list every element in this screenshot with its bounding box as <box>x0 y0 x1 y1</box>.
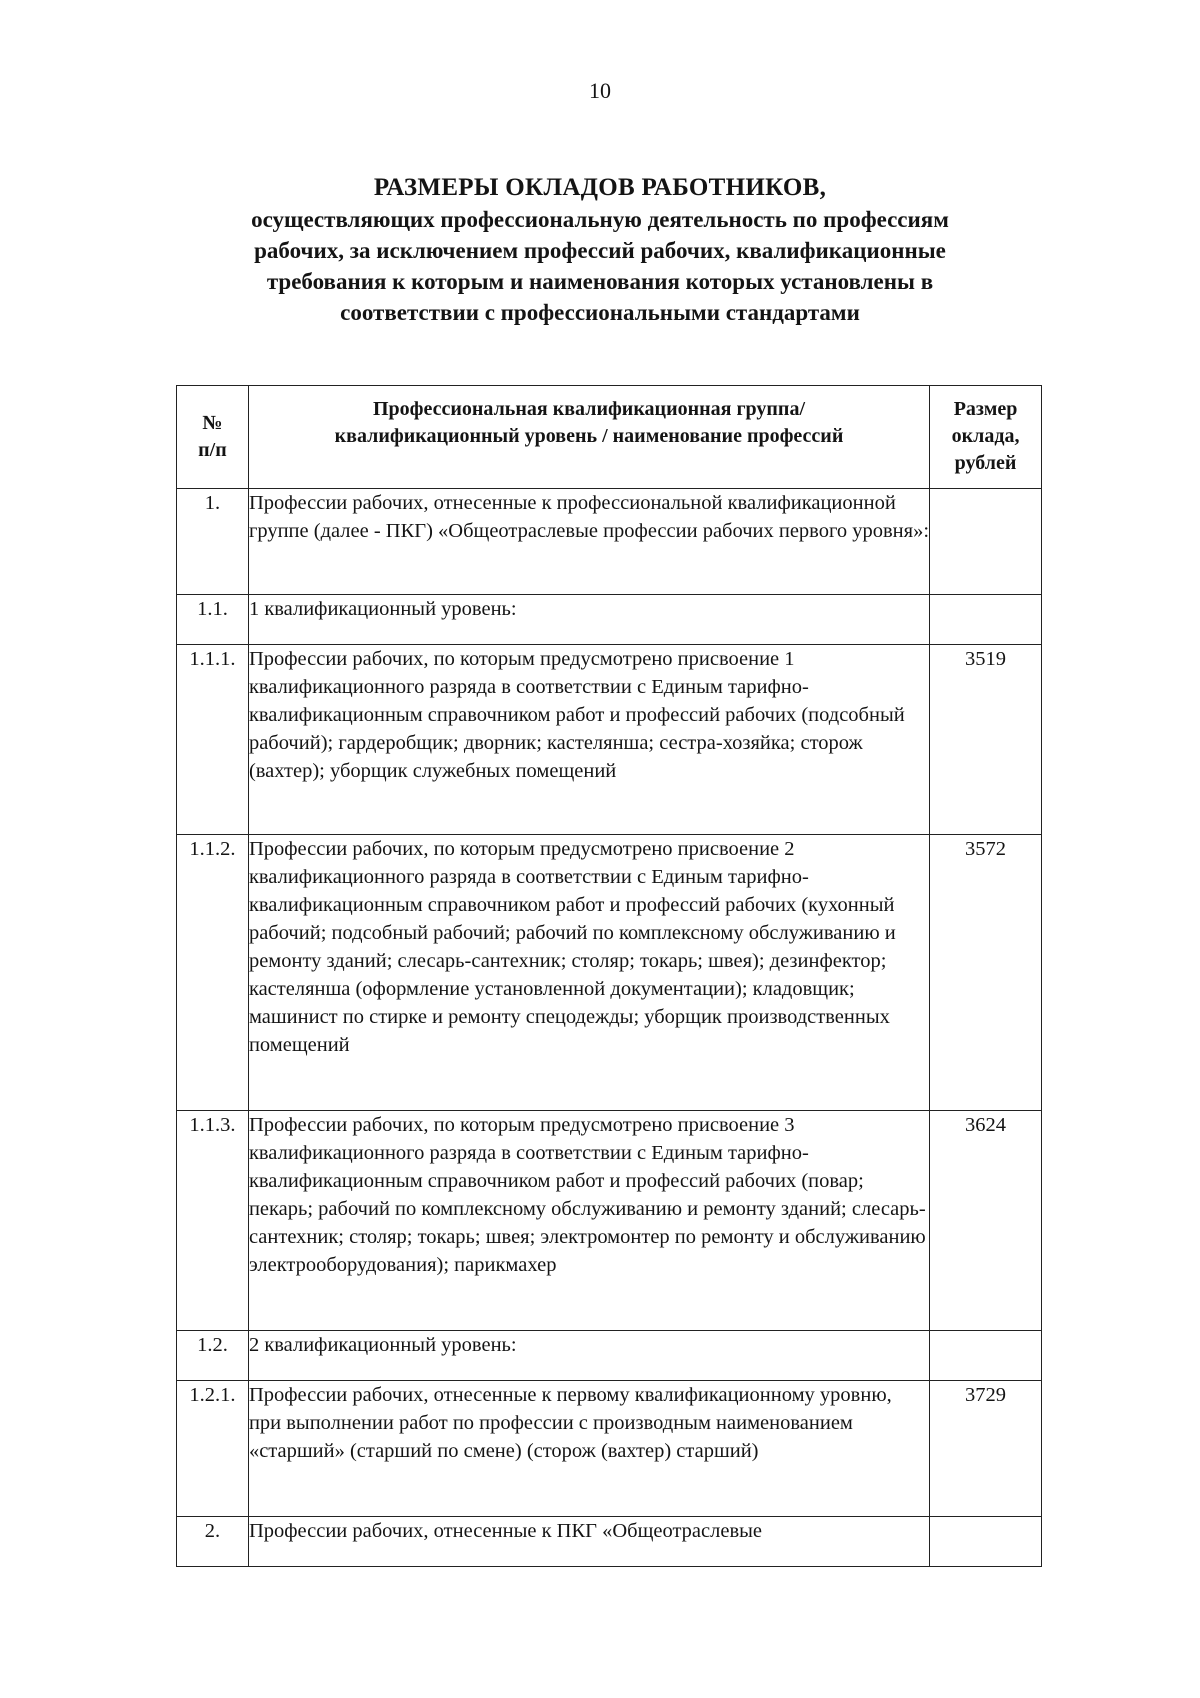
row-number: 1. <box>177 489 249 595</box>
row-salary: 3624 <box>930 1111 1042 1331</box>
row-profession-name: 1 квалификационный уровень: <box>248 595 929 645</box>
table-row <box>177 1111 1042 1331</box>
table-row <box>177 645 1042 835</box>
page-number: 10 <box>589 78 611 103</box>
table-body <box>177 489 1042 1567</box>
row-profession-name: Профессии рабочих, отнесенные к первому квалификационному уровню, при выполнении работ по профессии с производным наименованием «старший» (старший по смене) (сторож (вахтер) старший) <box>248 1381 929 1517</box>
header-number-symbol: № <box>202 412 223 434</box>
row-number: 2. <box>177 1517 249 1567</box>
row-profession-name: Профессии рабочих, по которым предусмотрено присвоение 1 квалификационного разряда в соответствии с Единым тарифно-квалификационным справочником работ и профессий рабочих (подсобный рабочий); гардеробщик; дворник; кастелянша; сестра-хозяйка; сторож (вахтер); уборщик служебных помещений <box>248 645 929 835</box>
header-profession-name: Профессиональная квалификационная группа/квалификационный уровень / наименование профессий <box>248 386 929 489</box>
table-row <box>177 595 1042 645</box>
table-row <box>177 489 1042 595</box>
row-salary: 3729 <box>930 1381 1042 1517</box>
row-salary <box>930 1517 1042 1567</box>
row-profession-name: Профессии рабочих, отнесенные к ПКГ «Общеотраслевые <box>248 1517 929 1567</box>
row-number: 1.1.2. <box>177 835 249 1111</box>
table-row <box>177 1331 1042 1381</box>
salary-table <box>176 385 1042 1567</box>
title-main: РАЗМЕРЫ ОКЛАДОВ РАБОТНИКОВ, <box>373 174 827 201</box>
table-row <box>177 835 1042 1111</box>
table-header <box>177 386 1042 489</box>
row-salary <box>930 595 1042 645</box>
table-header-row <box>177 386 1042 489</box>
row-salary <box>930 1331 1042 1381</box>
title-subtitle-line: требования к которым и наименования которых установлены в <box>266 269 934 294</box>
document-title <box>150 172 1050 328</box>
header-number <box>177 386 249 489</box>
row-number: 1.2. <box>177 1331 249 1381</box>
table-row <box>177 1517 1042 1567</box>
row-profession-name: Профессии рабочих, по которым предусмотрено присвоение 3 квалификационного разряда в соответствии с Единым тарифно-квалификационным справочником работ и профессий рабочих (повар; пекарь; рабочий по комплексному обслуживанию и ремонту зданий; слесарь-сантехник; столяр; токарь; швея; электромонтер по ремонту и обслуживанию электрооборудования); парикмахер <box>248 1111 929 1331</box>
table-row <box>177 1381 1042 1517</box>
row-salary: 3572 <box>930 835 1042 1111</box>
row-profession-name: Профессии рабочих, отнесенные к профессиональной квалификационной группе (далее - ПКГ) «Общеотраслевые профессии рабочих первого уровня»: <box>248 489 929 595</box>
title-subtitle-line: соответствии с профессиональными стандартами <box>340 300 860 325</box>
header-number-abbrev: п/п <box>198 439 227 461</box>
title-subtitle-line: рабочих, за исключением профессий рабочих, квалификационные <box>254 238 946 263</box>
row-number: 1.1.3. <box>177 1111 249 1331</box>
row-number: 1.2.1. <box>177 1381 249 1517</box>
row-salary <box>930 489 1042 595</box>
row-salary: 3519 <box>930 645 1042 835</box>
row-profession-name: Профессии рабочих, по которым предусмотрено присвоение 2 квалификационного разряда в соответствии с Единым тарифно-квалификационным справочником работ и профессий рабочих (кухонный рабочий; подсобный рабочий; рабочий по комплексному обслуживанию и ремонту зданий; слесарь-сантехник; столяр; токарь; швея); дезинфектор; кастелянша (оформление установленной документации); кладовщик; машинист по стирке и ремонту спецодежды; уборщик производственных помещений <box>248 835 929 1111</box>
header-salary: Размер оклада, рублей <box>930 386 1042 489</box>
row-number: 1.1.1. <box>177 645 249 835</box>
row-profession-name: 2 квалификационный уровень: <box>248 1331 929 1381</box>
row-number: 1.1. <box>177 595 249 645</box>
title-subtitle-line: осуществляющих профессиональную деятельность по профессиям <box>251 207 949 232</box>
